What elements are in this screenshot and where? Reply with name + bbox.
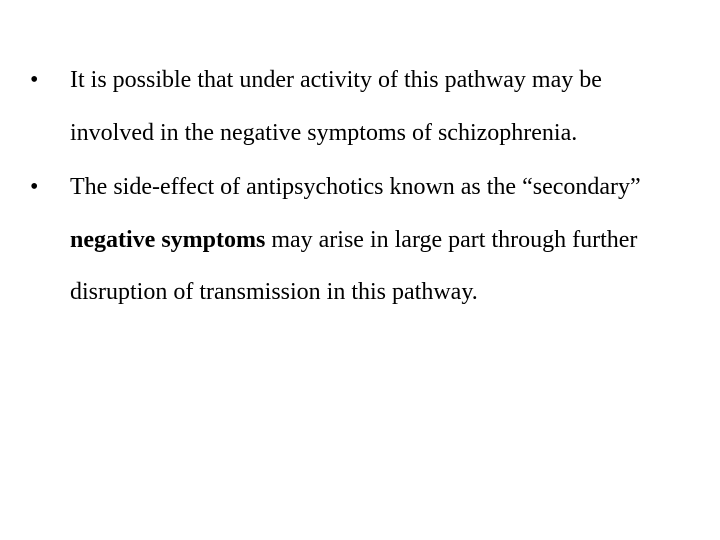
bullet-item-2 bbox=[30, 161, 680, 319]
bullet-icon: • bbox=[30, 67, 39, 93]
bullet-text-2-quoted: “secondary” bbox=[522, 174, 641, 200]
bullet-item-1 bbox=[30, 54, 680, 159]
bullet-text-2-suffix: may arise in large part through further disruption of transmission in this pathway. bbox=[70, 226, 638, 305]
bullet-text-2-emphasis: negative symptoms bbox=[70, 226, 266, 253]
bullet-list bbox=[30, 54, 680, 321]
bullet-icon: • bbox=[30, 174, 39, 200]
bullet-text-2-prefix: The side-effect of antipsychotics known as the bbox=[70, 174, 523, 200]
bullet-text-1: It is possible that under activity of this pathway may be involved in the negative symptoms of schizophrenia. bbox=[70, 67, 602, 146]
